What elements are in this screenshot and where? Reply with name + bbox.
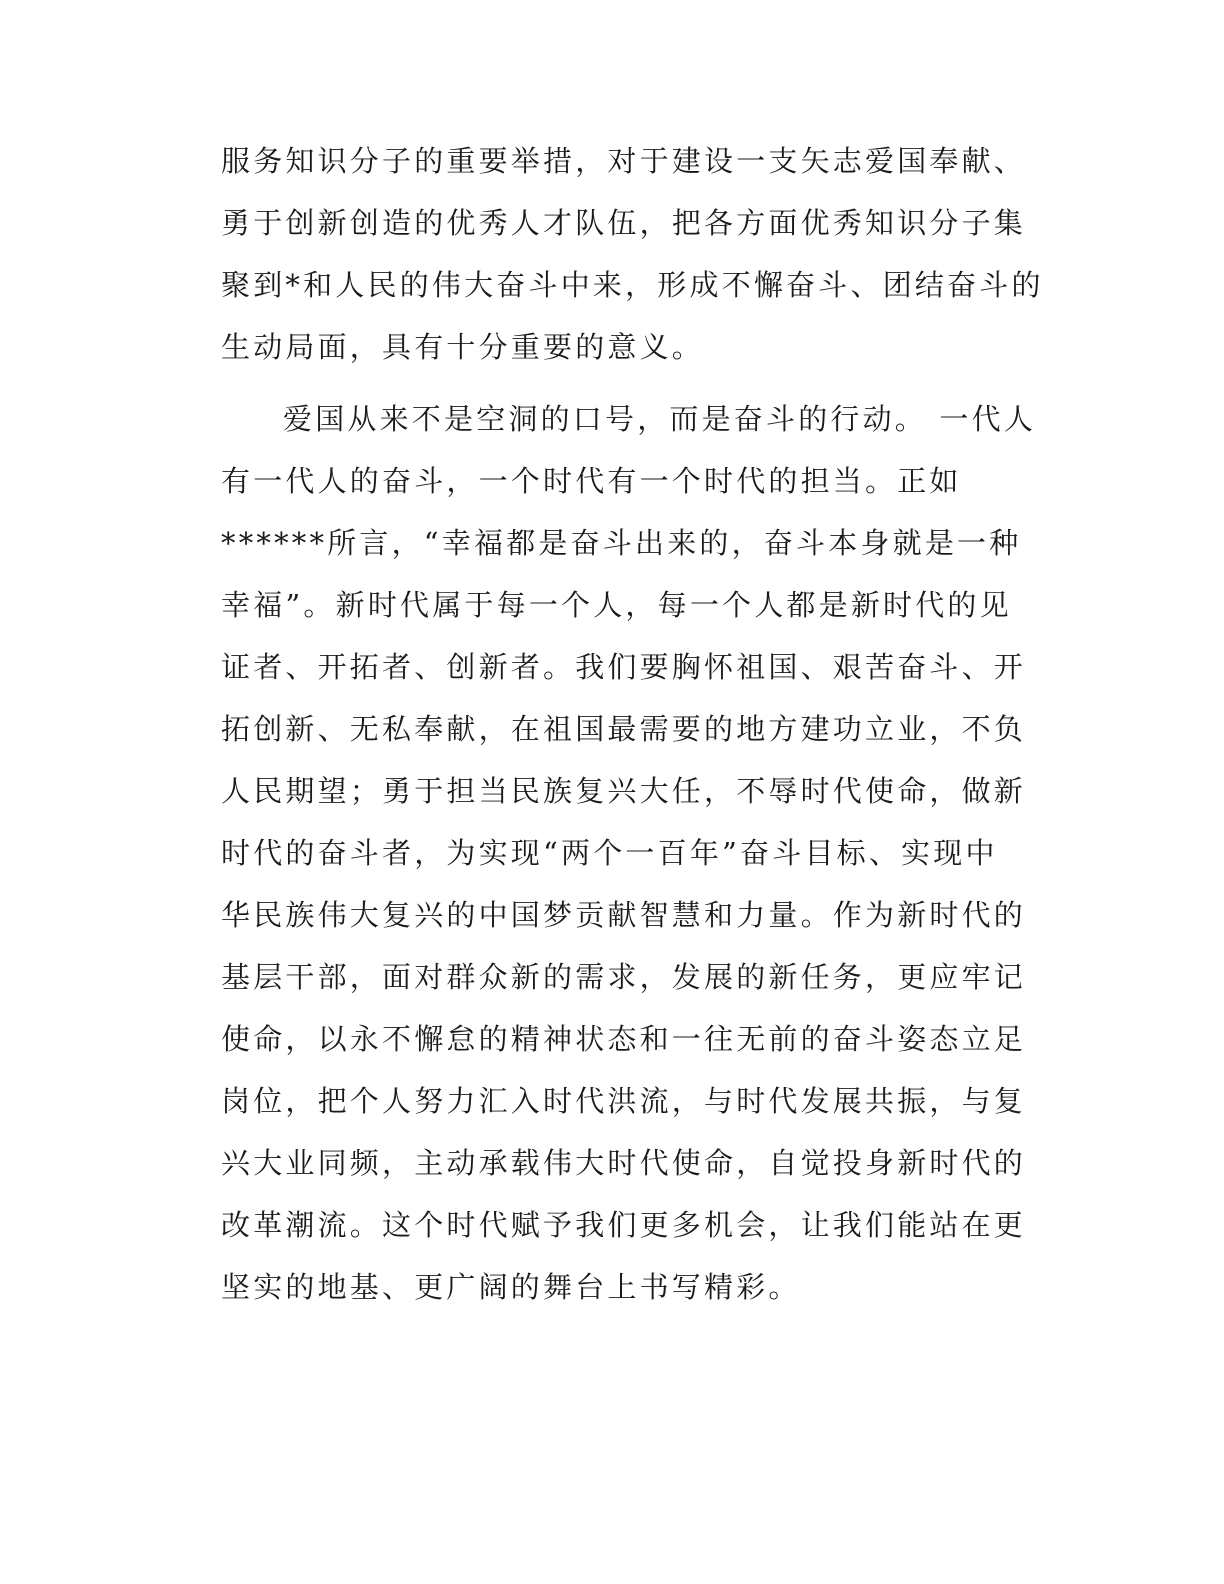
text-line: 聚到*和人民的伟大奋斗中来，形成不懈奋斗、团结奋斗的 — [221, 268, 1044, 302]
text-line: 岗位，把个人努力汇入时代洪流，与时代发展共振，与复 — [221, 1084, 1027, 1118]
text-line: 幸福”。新时代属于每一个人，每一个人都是新时代的见 — [221, 588, 1012, 622]
paragraph-1 — [221, 130, 1044, 378]
text-line: 改革潮流。这个时代赋予我们更多机会，让我们能站在更 — [221, 1208, 1027, 1242]
text-line: 勇于创新创造的优秀人才队伍，把各方面优秀知识分子集 — [221, 206, 1027, 240]
text-line: 使命，以永不懈怠的精神状态和一往无前的奋斗姿态立足 — [221, 1022, 1027, 1056]
text-line: 生动局面，具有十分重要的意义。 — [221, 330, 705, 364]
text-line: 坚实的地基、更广阔的舞台上书写精彩。 — [221, 1270, 801, 1304]
text-line: 有一代人的奋斗，一个时代有一个时代的担当。正如 — [221, 464, 962, 498]
text-line: ******所言，“幸福都是奋斗出来的，奋斗本身就是一种 — [221, 526, 1022, 560]
text-line: 时代的奋斗者，为实现“两个一百年”奋斗目标、实现中 — [221, 836, 998, 870]
text-line: 爱国从来不是空洞的口号，而是奋斗的行动。 一代人 — [283, 402, 1037, 436]
text-line: 服务知识分子的重要举措，对于建设一支矢志爱国奉献、 — [221, 144, 1027, 178]
text-line: 华民族伟大复兴的中国梦贡献智慧和力量。作为新时代的 — [221, 898, 1027, 932]
text-line: 拓创新、无私奉献，在祖国最需要的地方建功立业，不负 — [221, 712, 1027, 746]
paragraph-2 — [221, 388, 1037, 1318]
text-line: 人民期望；勇于担当民族复兴大任，不辱时代使命，做新 — [221, 774, 1027, 808]
text-line: 兴大业同频，主动承载伟大时代使命，自觉投身新时代的 — [221, 1146, 1027, 1180]
document-body — [221, 130, 1044, 1318]
text-line: 基层干部，面对群众新的需求，发展的新任务，更应牢记 — [221, 960, 1027, 994]
text-line: 证者、开拓者、创新者。我们要胸怀祖国、艰苦奋斗、开 — [221, 650, 1027, 684]
